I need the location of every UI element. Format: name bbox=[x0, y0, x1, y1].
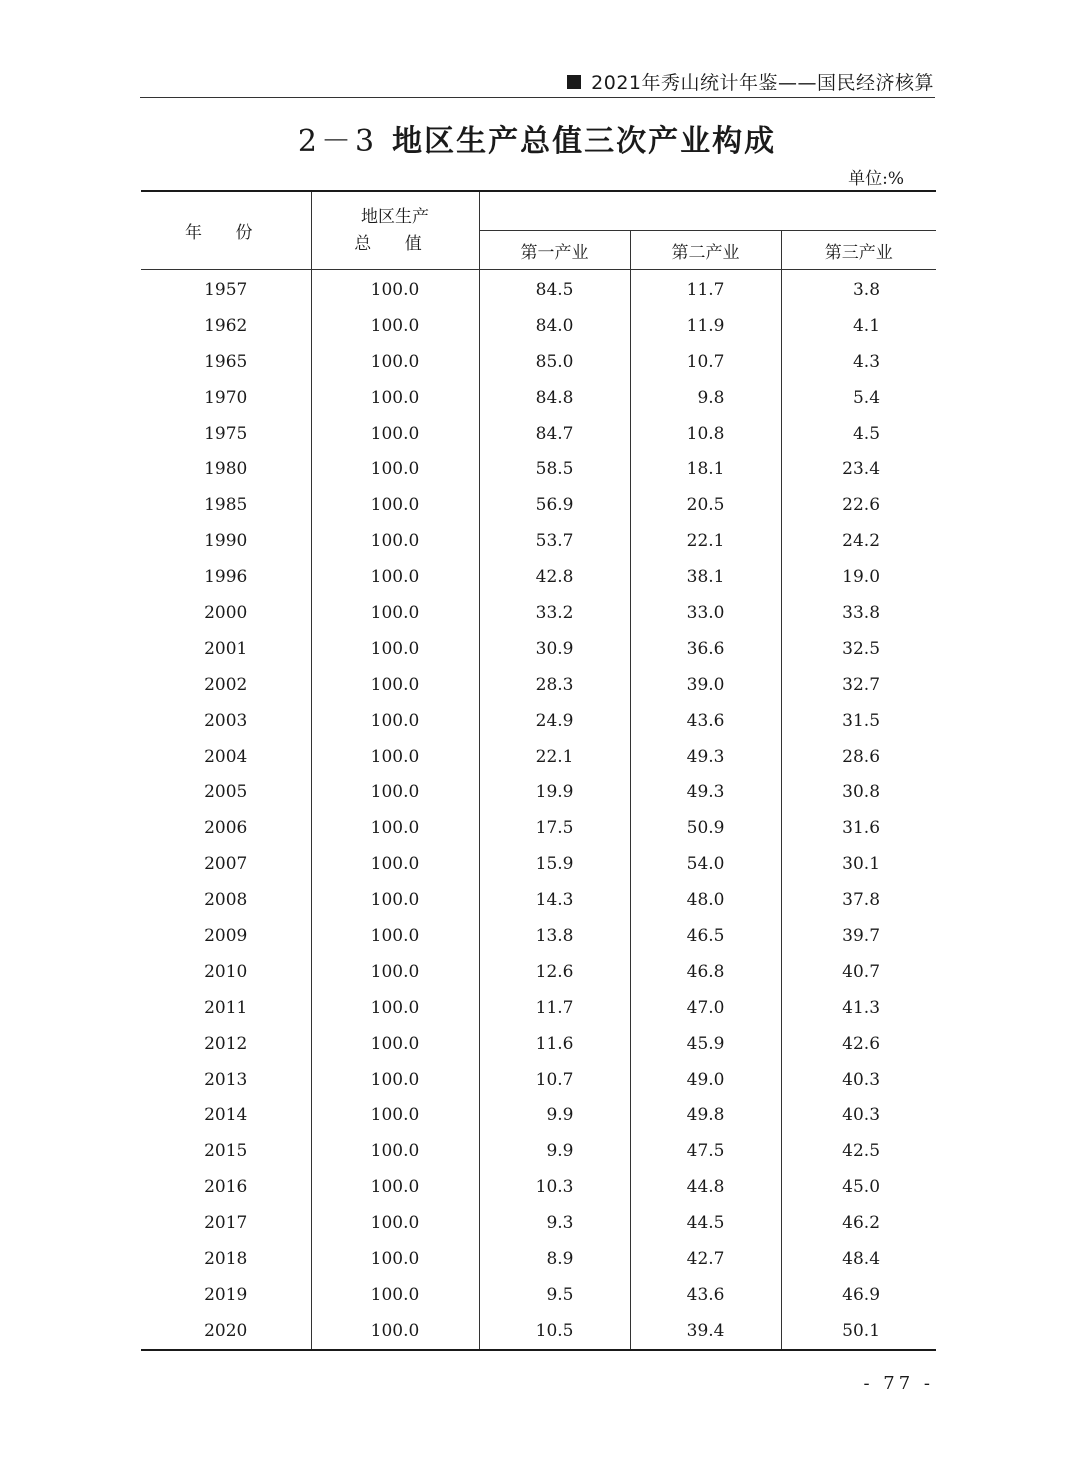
gdp-cell: 100.0 bbox=[311, 1097, 479, 1133]
tertiary-cell: 42.5 bbox=[842, 1141, 881, 1162]
gdp-cell: 100.0 bbox=[311, 810, 479, 846]
tertiary-cell: 41.3 bbox=[842, 997, 881, 1018]
tertiary-cell: 31.5 bbox=[842, 710, 881, 731]
primary-cell: 24.9 bbox=[479, 703, 630, 739]
tertiary-cell: 30.1 bbox=[842, 854, 881, 875]
primary-cell: 10.3 bbox=[479, 1169, 630, 1205]
year-cell: 2009 bbox=[141, 918, 311, 954]
primary-cell: 8.9 bbox=[479, 1241, 630, 1277]
secondary-cell: 47.0 bbox=[630, 990, 781, 1026]
table-row bbox=[141, 882, 936, 918]
tertiary-cell: 33.8 bbox=[842, 602, 881, 623]
gdp-cell: 100.0 bbox=[311, 1062, 479, 1098]
table-row bbox=[141, 1169, 936, 1205]
year-cell: 2006 bbox=[141, 810, 311, 846]
primary-cell: 33.2 bbox=[479, 595, 630, 631]
primary-cell: 15.9 bbox=[479, 846, 630, 882]
unit-label: 单位:% bbox=[848, 169, 904, 189]
gdp-cell: 100.0 bbox=[311, 1026, 479, 1062]
gdp-cell: 100.0 bbox=[311, 990, 479, 1026]
tertiary-cell: 50.1 bbox=[842, 1320, 881, 1341]
table-row bbox=[141, 918, 936, 954]
tertiary-cell: 28.6 bbox=[842, 746, 881, 767]
year-cell: 1990 bbox=[141, 523, 311, 559]
tertiary-cell: 4.3 bbox=[852, 351, 881, 372]
secondary-cell: 44.8 bbox=[630, 1169, 781, 1205]
secondary-cell: 43.6 bbox=[630, 703, 781, 739]
gdp-cell: 100.0 bbox=[311, 1133, 479, 1169]
page-title bbox=[0, 116, 1074, 160]
table-row bbox=[141, 1205, 936, 1241]
primary-cell: 84.8 bbox=[479, 380, 630, 416]
primary-cell: 42.8 bbox=[479, 559, 630, 595]
year-cell: 2005 bbox=[141, 774, 311, 810]
table-row bbox=[141, 667, 936, 703]
table-row bbox=[141, 595, 936, 631]
gdp-cell: 100.0 bbox=[311, 739, 479, 775]
year-cell: 1975 bbox=[141, 416, 311, 452]
tertiary-cell: 23.4 bbox=[842, 459, 881, 480]
year-cell: 1996 bbox=[141, 559, 311, 595]
primary-cell: 9.9 bbox=[479, 1097, 630, 1133]
gdp-cell: 100.0 bbox=[311, 882, 479, 918]
tertiary-cell: 45.0 bbox=[842, 1177, 881, 1198]
secondary-cell: 42.7 bbox=[630, 1241, 781, 1277]
secondary-cell: 11.7 bbox=[630, 270, 781, 308]
year-cell: 2003 bbox=[141, 703, 311, 739]
gdp-cell: 100.0 bbox=[311, 774, 479, 810]
secondary-cell: 18.1 bbox=[630, 451, 781, 487]
primary-cell: 9.9 bbox=[479, 1133, 630, 1169]
secondary-cell: 22.1 bbox=[630, 523, 781, 559]
year-cell: 2020 bbox=[141, 1313, 311, 1350]
gdp-cell: 100.0 bbox=[311, 954, 479, 990]
primary-cell: 84.0 bbox=[479, 308, 630, 344]
secondary-cell: 50.9 bbox=[630, 810, 781, 846]
secondary-cell: 47.5 bbox=[630, 1133, 781, 1169]
year-cell: 2010 bbox=[141, 954, 311, 990]
table-row bbox=[141, 1313, 936, 1350]
gdp-cell: 100.0 bbox=[311, 523, 479, 559]
table-row bbox=[141, 990, 936, 1026]
industry-header-span bbox=[479, 191, 936, 231]
gdp-cell: 100.0 bbox=[311, 487, 479, 523]
table-row bbox=[141, 631, 936, 667]
gdp-cell: 100.0 bbox=[311, 308, 479, 344]
secondary-cell: 39.4 bbox=[630, 1313, 781, 1350]
tertiary-cell: 4.1 bbox=[852, 315, 881, 336]
table-row bbox=[141, 1133, 936, 1169]
table-row bbox=[141, 559, 936, 595]
secondary-cell: 10.8 bbox=[630, 416, 781, 452]
year-cell: 2013 bbox=[141, 1062, 311, 1098]
primary-cell: 56.9 bbox=[479, 487, 630, 523]
tertiary-cell: 22.6 bbox=[842, 495, 881, 516]
table-row bbox=[141, 739, 936, 775]
gdp-cell: 100.0 bbox=[311, 270, 479, 308]
running-head bbox=[567, 68, 934, 95]
year-cell: 1980 bbox=[141, 451, 311, 487]
gdp-cell: 100.0 bbox=[311, 1205, 479, 1241]
table-row bbox=[141, 308, 936, 344]
primary-cell: 9.5 bbox=[479, 1277, 630, 1313]
gdp-cell: 100.0 bbox=[311, 595, 479, 631]
primary-cell: 84.7 bbox=[479, 416, 630, 452]
tertiary-cell: 39.7 bbox=[842, 925, 881, 946]
column-header-secondary: 第二产业 bbox=[630, 231, 781, 270]
tertiary-cell: 48.4 bbox=[842, 1248, 881, 1269]
tertiary-cell: 46.9 bbox=[842, 1284, 881, 1305]
gdp-header-line1: 地区生产 bbox=[361, 206, 429, 227]
gdp-cell: 100.0 bbox=[311, 1313, 479, 1350]
column-header-primary: 第一产业 bbox=[479, 231, 630, 270]
year-cell: 2015 bbox=[141, 1133, 311, 1169]
table-row bbox=[141, 810, 936, 846]
secondary-cell: 49.3 bbox=[630, 739, 781, 775]
year-cell: 2008 bbox=[141, 882, 311, 918]
secondary-cell: 46.5 bbox=[630, 918, 781, 954]
secondary-cell: 38.1 bbox=[630, 559, 781, 595]
table-row bbox=[141, 416, 936, 452]
gdp-cell: 100.0 bbox=[311, 631, 479, 667]
tertiary-cell: 32.7 bbox=[842, 674, 881, 695]
year-cell: 2019 bbox=[141, 1277, 311, 1313]
year-cell: 2011 bbox=[141, 990, 311, 1026]
gdp-cell: 100.0 bbox=[311, 1241, 479, 1277]
gdp-cell: 100.0 bbox=[311, 918, 479, 954]
table-row bbox=[141, 344, 936, 380]
secondary-cell: 49.3 bbox=[630, 774, 781, 810]
tertiary-cell: 4.5 bbox=[852, 423, 881, 444]
primary-cell: 13.8 bbox=[479, 918, 630, 954]
tertiary-cell: 3.8 bbox=[852, 279, 881, 300]
year-cell: 2016 bbox=[141, 1169, 311, 1205]
gdp-cell: 100.0 bbox=[311, 451, 479, 487]
secondary-cell: 48.0 bbox=[630, 882, 781, 918]
secondary-cell: 20.5 bbox=[630, 487, 781, 523]
tertiary-cell: 46.2 bbox=[842, 1213, 881, 1234]
gdp-cell: 100.0 bbox=[311, 1169, 479, 1205]
primary-cell: 28.3 bbox=[479, 667, 630, 703]
column-header-gdp bbox=[311, 191, 479, 270]
table-row bbox=[141, 1241, 936, 1277]
year-cell: 2017 bbox=[141, 1205, 311, 1241]
table-row bbox=[141, 774, 936, 810]
gdp-cell: 100.0 bbox=[311, 1277, 479, 1313]
year-cell: 2004 bbox=[141, 739, 311, 775]
gdp-cell: 100.0 bbox=[311, 703, 479, 739]
secondary-cell: 10.7 bbox=[630, 344, 781, 380]
table-row bbox=[141, 1097, 936, 1133]
table-title-text: 地区生产总值三次产业构成 bbox=[392, 124, 777, 159]
year-cell: 1962 bbox=[141, 308, 311, 344]
header-rule bbox=[140, 97, 935, 98]
tertiary-cell: 40.3 bbox=[842, 1105, 881, 1126]
gdp-cell: 100.0 bbox=[311, 667, 479, 703]
secondary-cell: 43.6 bbox=[630, 1277, 781, 1313]
tertiary-cell: 40.3 bbox=[842, 1069, 881, 1090]
tertiary-cell: 30.8 bbox=[842, 782, 881, 803]
gdp-cell: 100.0 bbox=[311, 559, 479, 595]
secondary-cell: 33.0 bbox=[630, 595, 781, 631]
year-cell: 1985 bbox=[141, 487, 311, 523]
tertiary-cell: 37.8 bbox=[842, 890, 881, 911]
year-cell: 1965 bbox=[141, 344, 311, 380]
primary-cell: 10.5 bbox=[479, 1313, 630, 1350]
year-cell: 2007 bbox=[141, 846, 311, 882]
primary-cell: 10.7 bbox=[479, 1062, 630, 1098]
statistics-table bbox=[141, 190, 936, 1351]
secondary-cell: 49.0 bbox=[630, 1062, 781, 1098]
primary-cell: 30.9 bbox=[479, 631, 630, 667]
secondary-cell: 44.5 bbox=[630, 1205, 781, 1241]
year-cell: 1970 bbox=[141, 380, 311, 416]
primary-cell: 11.6 bbox=[479, 1026, 630, 1062]
column-header-tertiary: 第三产业 bbox=[781, 231, 936, 270]
running-title: 2021年秀山统计年鉴——国民经济核算 bbox=[591, 72, 934, 94]
tertiary-cell: 32.5 bbox=[842, 638, 881, 659]
page-number: - 77 - bbox=[863, 1373, 934, 1394]
primary-cell: 19.9 bbox=[479, 774, 630, 810]
year-cell: 2014 bbox=[141, 1097, 311, 1133]
table-row bbox=[141, 1277, 936, 1313]
table-row bbox=[141, 487, 936, 523]
table-number: 2－3 bbox=[297, 124, 379, 159]
table-row bbox=[141, 1062, 936, 1098]
year-cell: 2002 bbox=[141, 667, 311, 703]
secondary-cell: 39.0 bbox=[630, 667, 781, 703]
gdp-cell: 100.0 bbox=[311, 846, 479, 882]
square-bullet-icon bbox=[567, 75, 581, 89]
tertiary-cell: 5.4 bbox=[852, 387, 881, 408]
year-cell: 2001 bbox=[141, 631, 311, 667]
primary-cell: 85.0 bbox=[479, 344, 630, 380]
primary-cell: 14.3 bbox=[479, 882, 630, 918]
column-header-year: 年 份 bbox=[141, 191, 311, 270]
primary-cell: 11.7 bbox=[479, 990, 630, 1026]
gdp-cell: 100.0 bbox=[311, 380, 479, 416]
secondary-cell: 54.0 bbox=[630, 846, 781, 882]
secondary-cell: 46.8 bbox=[630, 954, 781, 990]
tertiary-cell: 24.2 bbox=[842, 531, 881, 552]
gdp-cell: 100.0 bbox=[311, 416, 479, 452]
secondary-cell: 49.8 bbox=[630, 1097, 781, 1133]
year-cell: 2018 bbox=[141, 1241, 311, 1277]
table-row bbox=[141, 523, 936, 559]
secondary-cell: 9.8 bbox=[630, 380, 781, 416]
secondary-cell: 11.9 bbox=[630, 308, 781, 344]
year-cell: 2000 bbox=[141, 595, 311, 631]
table-body bbox=[141, 270, 936, 1350]
gdp-header-line2: 总 值 bbox=[354, 233, 436, 254]
primary-cell: 84.5 bbox=[479, 270, 630, 308]
table-row bbox=[141, 1026, 936, 1062]
table-header bbox=[141, 191, 936, 270]
table-row bbox=[141, 270, 936, 308]
tertiary-cell: 19.0 bbox=[842, 567, 881, 588]
secondary-cell: 36.6 bbox=[630, 631, 781, 667]
table-row bbox=[141, 380, 936, 416]
primary-cell: 9.3 bbox=[479, 1205, 630, 1241]
year-cell: 2012 bbox=[141, 1026, 311, 1062]
tertiary-cell: 42.6 bbox=[842, 1033, 881, 1054]
primary-cell: 58.5 bbox=[479, 451, 630, 487]
secondary-cell: 45.9 bbox=[630, 1026, 781, 1062]
table-row bbox=[141, 846, 936, 882]
table-row bbox=[141, 703, 936, 739]
tertiary-cell: 31.6 bbox=[842, 818, 881, 839]
primary-cell: 17.5 bbox=[479, 810, 630, 846]
year-cell: 1957 bbox=[141, 270, 311, 308]
tertiary-cell: 40.7 bbox=[842, 961, 881, 982]
primary-cell: 22.1 bbox=[479, 739, 630, 775]
primary-cell: 12.6 bbox=[479, 954, 630, 990]
gdp-cell: 100.0 bbox=[311, 344, 479, 380]
table-row bbox=[141, 954, 936, 990]
primary-cell: 53.7 bbox=[479, 523, 630, 559]
table-row bbox=[141, 451, 936, 487]
